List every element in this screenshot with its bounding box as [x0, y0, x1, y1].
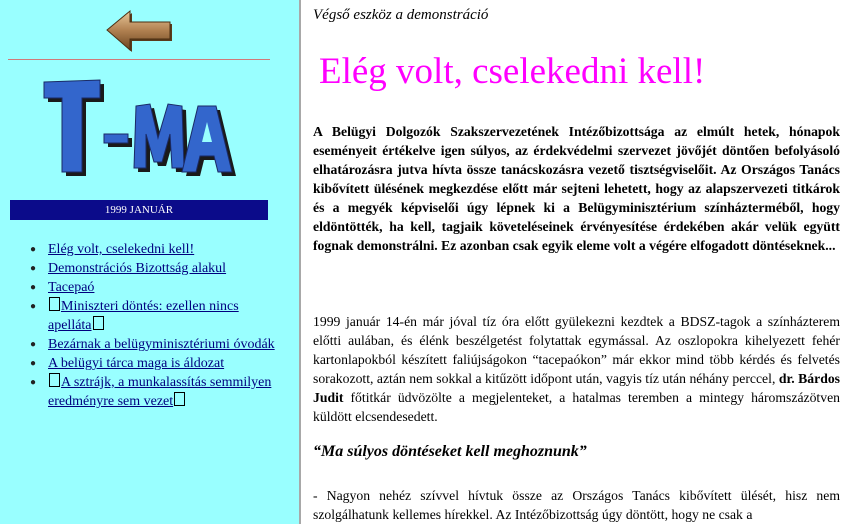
bullet-icon: ●	[30, 377, 37, 388]
toc-link[interactable]	[48, 242, 194, 257]
toc-link[interactable]	[48, 375, 271, 409]
article-paragraph	[313, 312, 840, 426]
toc-link-label: Bezárnak a belügyminisztériumi óvodák	[48, 337, 275, 352]
article-kicker: Végső eszköz a demonstráció	[313, 7, 489, 23]
missing-glyph-icon	[174, 392, 185, 406]
toc-link[interactable]	[48, 337, 275, 352]
table-of-contents	[26, 240, 276, 411]
toc-item	[26, 373, 276, 411]
bullet-icon: ●	[30, 339, 37, 350]
toc-link[interactable]	[48, 261, 226, 276]
toc-link[interactable]	[48, 299, 239, 333]
bullet-icon: ●	[30, 263, 37, 274]
bullet-icon: ●	[30, 301, 37, 312]
paragraph-text: főtitkár üdvözölte a megjelenteket, a hatalmas teremben a mintegy háromszázötven küldött elcsendesedett.	[313, 390, 840, 424]
sidebar	[0, 0, 299, 524]
toc-link[interactable]	[48, 356, 224, 371]
toc-link-label: Demonstrációs Bizottság alakul	[48, 261, 227, 276]
person-name: dr. Bárdos Judit	[313, 371, 840, 405]
missing-glyph-icon	[49, 297, 60, 311]
article-paragraph: - Nagyon nehéz szívvel hívtuk össze az Országos Tanács kibővített ülését, hisz nem szolgálhatunk kellemes hírekkel. Az Intézőbizottság úgy döntött, hogy ne csak a	[313, 488, 840, 522]
toc-link-label: Elég volt, cselekedni kell!	[48, 242, 195, 257]
issue-date-bar: 1999 JANUÁR	[10, 200, 268, 220]
article-lead-paragraph: A Belügyi Dolgozók Szakszervezetének Intézőbizottsága az elmúlt hetek, hónapok eseményeit értékelve igen súlyos, az érdekvédelmi szervezet jövőjét döntően befolyásoló elhatározásra jutva hívta össze tanácskozásra vezető tisztségviselőit. Az Országos Tanács kibővített ülésének megkezdése előtt már sejteni lehetett, hogy az alapszervezeti titkárok és a megyék képviselői úgy lépnek ki a Belügyminisztérium színházterméből, hogy eldöntötték, ha kell, tagjaik követeléseinek érvényesítése érdekében akár velük együtt fognak demonstrálni. Ez azonban csak egyik eleme volt a végére elfogadott döntéseknek...	[313, 124, 840, 253]
t-ma-logo	[38, 76, 243, 186]
toc-link-label: A sztrájk, a munkalassítás semmilyen eredményre sem vezet	[48, 375, 272, 409]
toc-link-label: A belügyi tárca maga is áldozat	[48, 356, 225, 371]
toc-link-label: Tacepaó	[48, 280, 95, 295]
toc-item	[26, 335, 276, 354]
missing-glyph-icon	[49, 373, 60, 387]
toc-item	[26, 354, 276, 373]
bullet-icon: ●	[30, 358, 37, 369]
article-frame	[301, 0, 848, 524]
toc-link[interactable]	[48, 280, 94, 295]
sidebar-divider	[8, 59, 270, 60]
paragraph-text: 1999 január 14-én már jóval tíz óra előtt gyülekezni kezdtek a BDSZ-tagok a színházterem előtti aulában, és élénk beszélgetést folytattak egymással. Az oszlopokra kihelyezett fehér kartonlapokból készített faliújságokon “tacepaókon” már ekkor mind több kérdés és felvetés sorakozott, aztán nem sokkal a kitűzött időpont után, vagyis tíz után néhány perccel,	[313, 314, 840, 386]
missing-glyph-icon	[93, 316, 104, 330]
bullet-icon: ●	[30, 282, 37, 293]
toc-item	[26, 278, 276, 297]
toc-item	[26, 297, 276, 335]
toc-link-label: Miniszteri döntés: ezellen nincs apelláta	[48, 299, 239, 333]
toc-item	[26, 259, 276, 278]
toc-item	[26, 240, 276, 259]
article-subheading: “Ma súlyos döntéseket kell meghoznunk”	[313, 443, 587, 460]
bullet-icon: ●	[30, 244, 37, 255]
article-title: Elég volt, cselekedni kell!	[319, 51, 706, 92]
back-arrow-icon[interactable]	[104, 8, 174, 52]
